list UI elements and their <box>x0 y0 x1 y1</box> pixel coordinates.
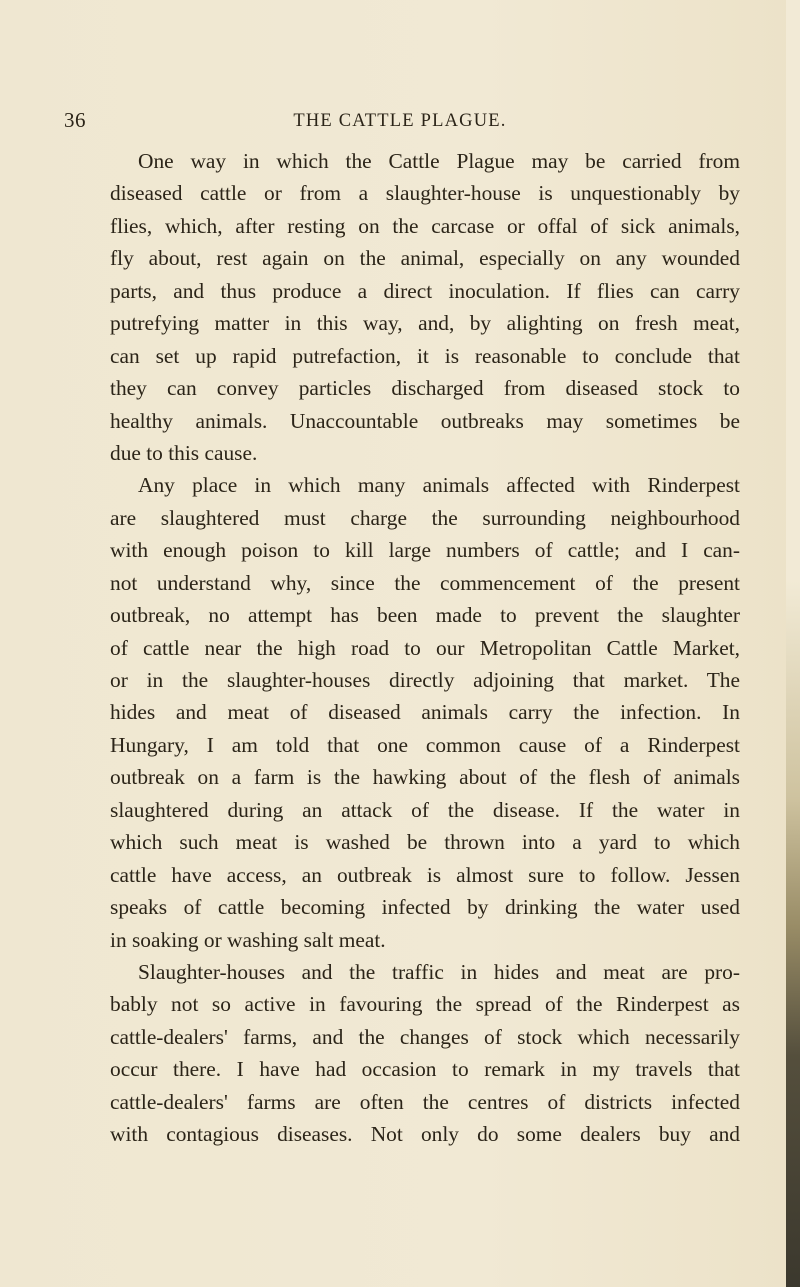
text-line: parts, and thus produce a direct inoculation. If flies can carry <box>110 278 740 303</box>
text-line: Any place in which many animals affected with Rinderpest <box>138 473 740 498</box>
text-line: not understand why, since the commencement of the present <box>110 570 740 595</box>
text-line: bably not so active in favouring the spread of the Rinderpest as <box>110 992 740 1017</box>
text-line: speaks of cattle becoming infected by drinking the water used <box>110 895 740 920</box>
text-line: in soaking or washing salt meat. <box>110 927 386 952</box>
text-line: Hungary, I am told that one common cause of a Rinderpest <box>110 732 740 757</box>
text-line: occur there. I have had occasion to remark in my travels that <box>110 1057 740 1082</box>
page-number: 36 <box>64 108 86 132</box>
text-line: outbreak, no attempt has been made to prevent the slaughter <box>110 603 740 628</box>
text-line: diseased cattle or from a slaughter-house is unquestionably by <box>110 181 740 206</box>
text-line: Slaughter-houses and the traffic in hides and meat are pro- <box>138 959 740 984</box>
page-edge-shadow <box>786 0 800 1287</box>
text-line: with contagious diseases. Not only do some dealers buy and <box>110 1122 740 1147</box>
text-line: One way in which the Cattle Plague may be carried from <box>138 149 740 173</box>
text-line: cattle-dealers' farms, and the changes of stock which necessarily <box>110 1024 740 1049</box>
text-line: or in the slaughter-houses directly adjoining that market. The <box>110 668 740 692</box>
text-line: fly about, rest again on the animal, especially on any wounded <box>110 246 740 271</box>
text-line: slaughtered during an attack of the disease. If the water in <box>110 797 740 822</box>
body-text <box>110 145 740 1151</box>
text-line: putrefying matter in this way, and, by alighting on fresh meat, <box>110 311 740 336</box>
text-line: can set up rapid putrefaction, it is reasonable to conclude that <box>110 343 740 368</box>
text-line: cattle have access, an outbreak is almost sure to follow. Jessen <box>110 862 740 887</box>
text-line: due to this cause. <box>110 440 258 465</box>
text-line: which such meat is washed be thrown into a yard to which <box>110 830 740 855</box>
running-head: THE CATTLE PLAGUE. <box>293 111 507 131</box>
text-line: cattle-dealers' farms are often the centres of districts infected <box>110 1089 740 1114</box>
text-line: they can convey particles discharged from diseased stock to <box>110 376 740 401</box>
page-header <box>0 108 800 138</box>
text-line: are slaughtered must charge the surrounding neighbourhood <box>110 505 740 530</box>
text-line: with enough poison to kill large numbers of cattle; and I can- <box>110 538 740 563</box>
text-line: outbreak on a farm is the hawking about of the flesh of animals <box>110 765 740 790</box>
text-line: of cattle near the high road to our Metropolitan Cattle Market, <box>110 635 740 660</box>
text-line: healthy animals. Unaccountable outbreaks may sometimes be <box>110 408 740 433</box>
text-line: hides and meat of diseased animals carry the infection. In <box>110 700 740 725</box>
text-line: flies, which, after resting on the carcase or offal of sick animals, <box>110 213 740 238</box>
